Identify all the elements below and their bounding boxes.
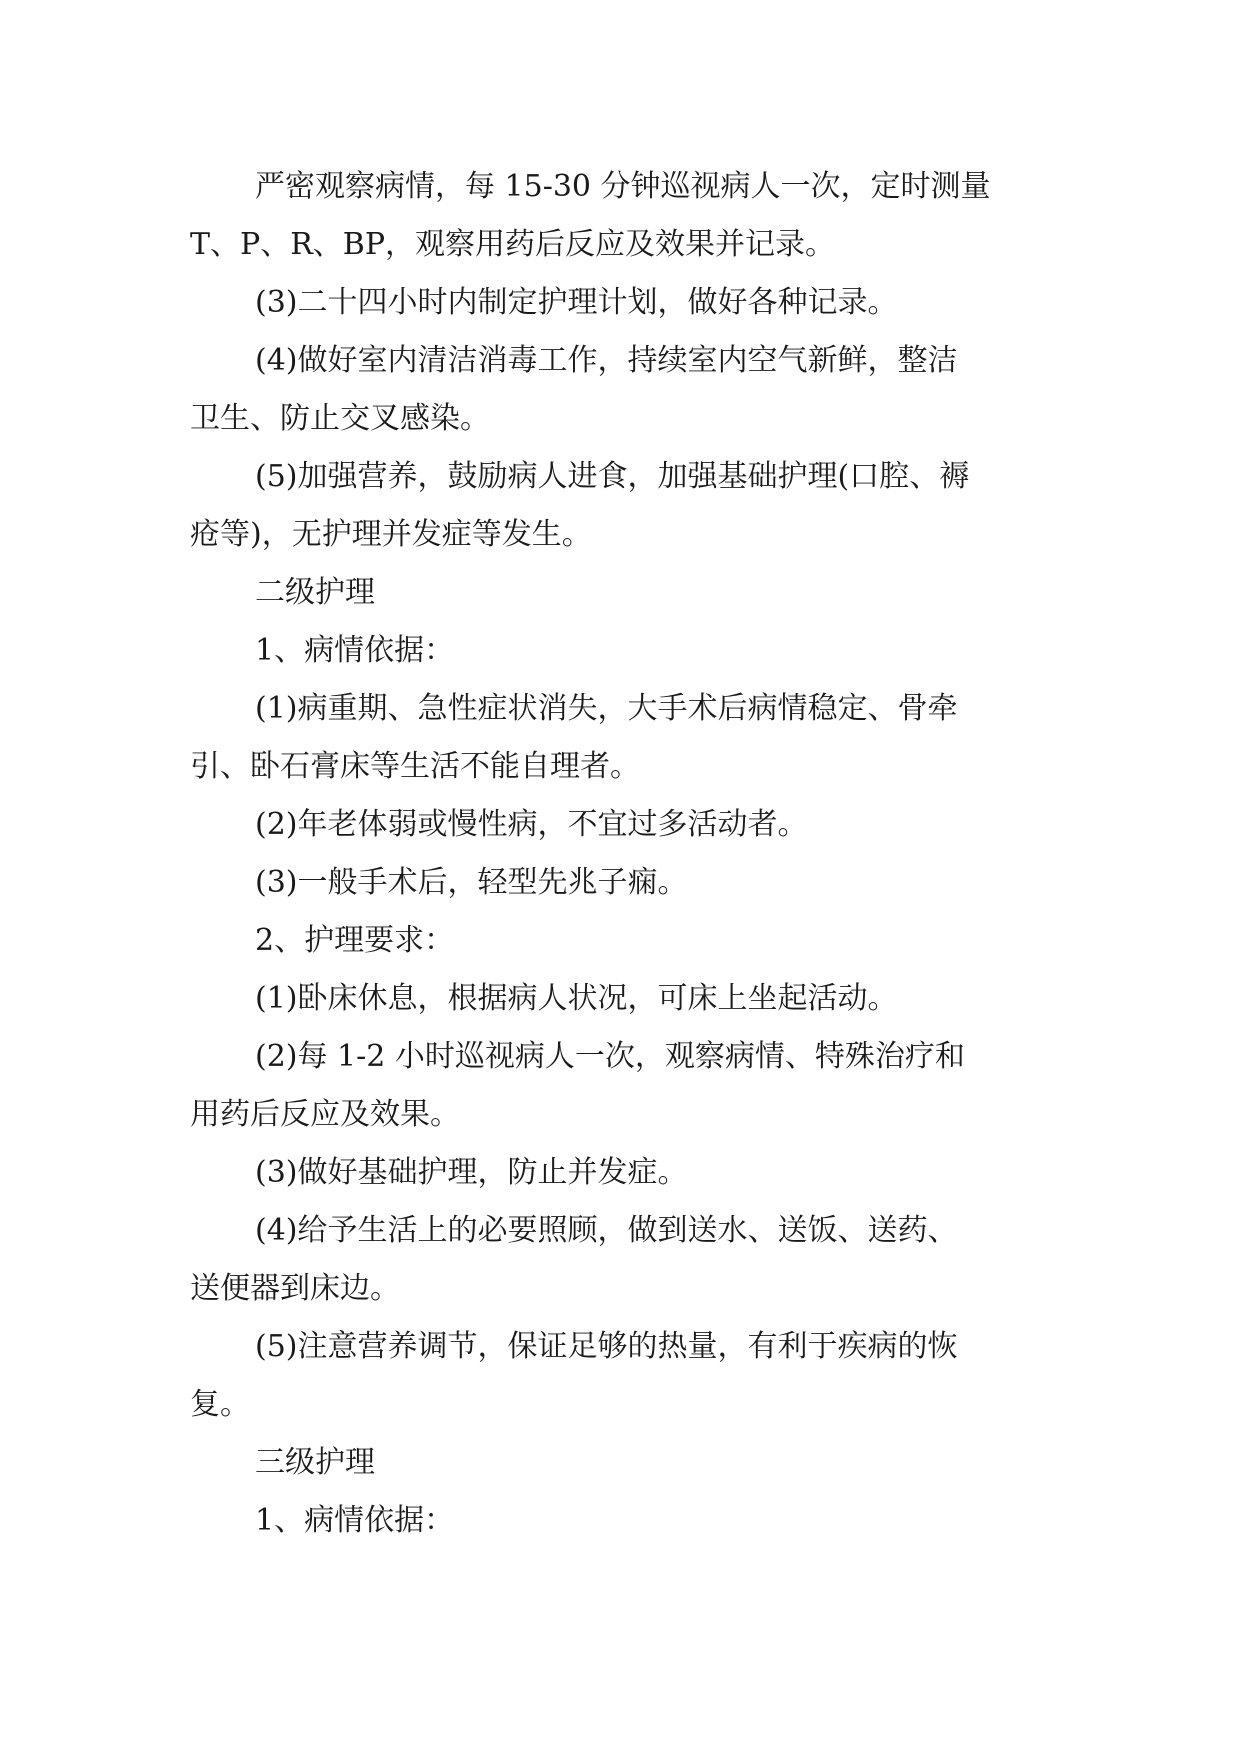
text-line: 复。 bbox=[190, 1387, 250, 1422]
subsection-heading: 1、病情依据： bbox=[255, 633, 455, 668]
section-heading: 二级护理 bbox=[255, 575, 375, 610]
text-line: 引、卧石膏床等生活不能自理者。 bbox=[190, 749, 640, 784]
document-body bbox=[190, 158, 1052, 1550]
text-line: (4)给予生活上的必要照顾，做到送水、送饭、送药、 bbox=[255, 1213, 958, 1248]
text-line: T、P、R、BP，观察用药后反应及效果并记录。 bbox=[190, 227, 836, 262]
text-line: (2)年老体弱或慢性病，不宜过多活动者。 bbox=[255, 807, 808, 842]
text-line: 严密观察病情，每 15-30 分钟巡视病人一次，定时测量 bbox=[255, 169, 991, 204]
text-line: (3)做好基础护理，防止并发症。 bbox=[255, 1155, 688, 1190]
text-line: 卫生、防止交叉感染。 bbox=[190, 401, 490, 436]
text-line: (2)每 1-2 小时巡视病人一次，观察病情、特殊治疗和 bbox=[255, 1039, 965, 1074]
text-line: 疮等)，无护理并发症等发生。 bbox=[190, 517, 592, 552]
text-line: (1)病重期、急性症状消失，大手术后病情稳定、骨牵 bbox=[255, 691, 958, 726]
text-line: (5)注意营养调节，保证足够的热量，有利于疾病的恢 bbox=[255, 1329, 958, 1364]
text-line: (4)做好室内清洁消毒工作，持续室内空气新鲜，整洁 bbox=[255, 343, 958, 378]
text-line: (3)一般手术后，轻型先兆子痫。 bbox=[255, 865, 688, 900]
subsection-heading: 2、护理要求： bbox=[255, 923, 455, 958]
text-line: 用药后反应及效果。 bbox=[190, 1097, 460, 1132]
text-line: 送便器到床边。 bbox=[190, 1271, 400, 1306]
subsection-heading: 1、病情依据： bbox=[255, 1503, 455, 1538]
text-line: (5)加强营养，鼓励病人进食，加强基础护理(口腔、褥 bbox=[255, 459, 970, 494]
text-line: (3)二十四小时内制定护理计划，做好各种记录。 bbox=[255, 285, 898, 320]
text-line: (1)卧床休息，根据病人状况，可床上坐起活动。 bbox=[255, 981, 898, 1016]
section-heading: 三级护理 bbox=[255, 1445, 375, 1480]
